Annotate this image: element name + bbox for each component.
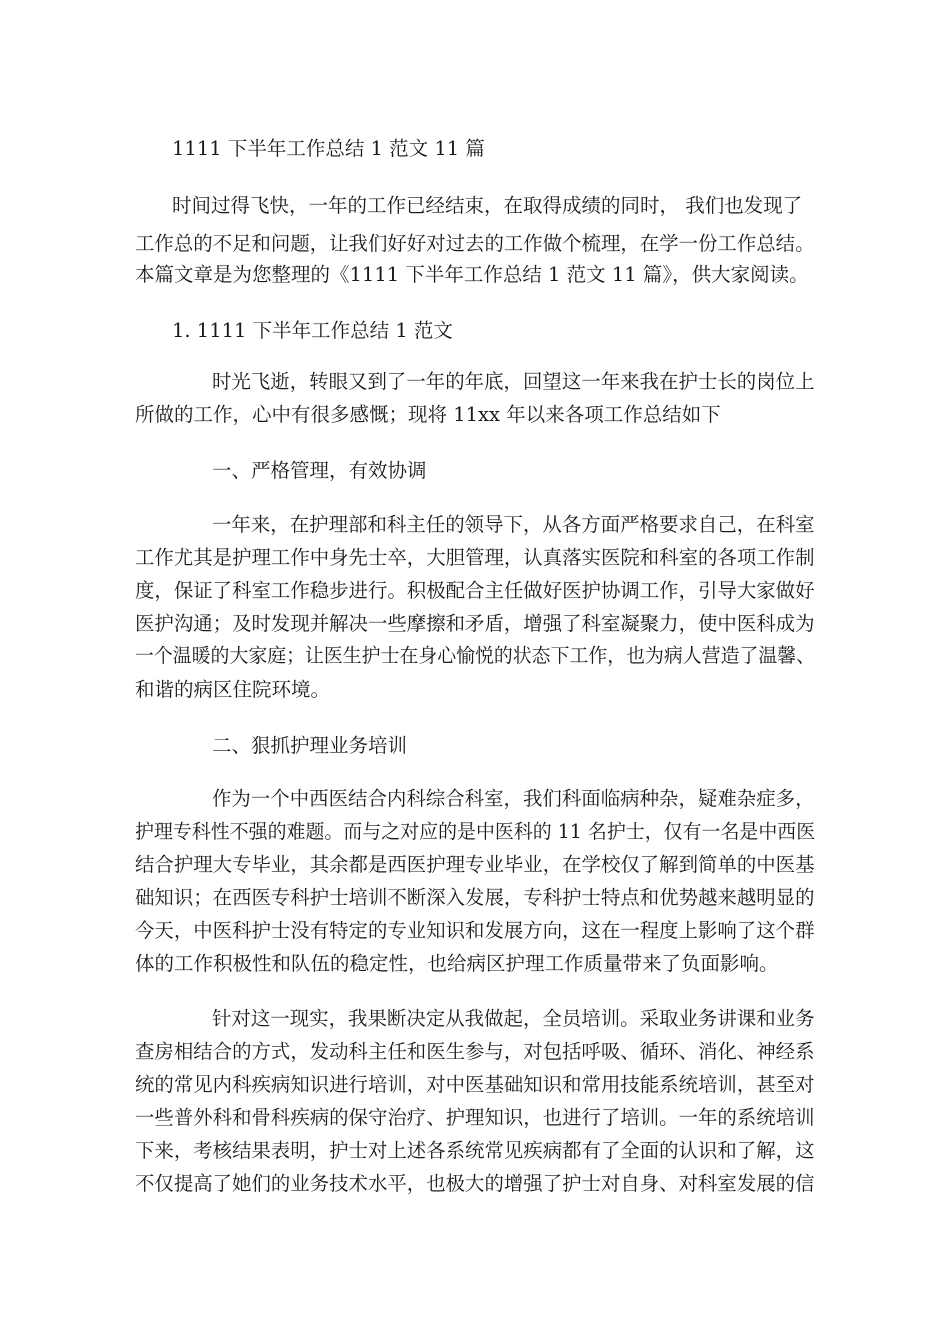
paragraph-line: 一些普外科和骨科疾病的保守治疗、护理知识，也进行了培训。一年的系统培训	[135, 1106, 815, 1129]
opening-line: 所做的工作，心中有很多感慨；现将 11xx 年以来各项工作总结如下	[135, 403, 721, 426]
paragraph-line: 今天，中医科护士没有特定的专业知识和发展方向，这在一程度上影响了这个群	[135, 919, 815, 942]
intro-line: 本篇文章是为您整理的《1111 下半年工作总结 1 范文 11 篇》，供大家阅读。	[135, 263, 809, 286]
paragraph-line: 医护沟通；及时发现并解决一些摩擦和矛盾，增强了科室凝聚力，使中医科成为	[135, 612, 815, 635]
paragraph-line: 和谐的病区住院环境。	[135, 678, 331, 701]
paragraph-line: 度，保证了科室工作稳步进行。积极配合主任做好医护协调工作，引导大家做好	[135, 579, 815, 602]
paragraph-line: 础知识；在西医专科护士培训不断深入发展，专科护士特点和优势越来越明显的	[135, 886, 815, 909]
paragraph-line: 查房相结合的方式，发动科主任和医生参与，对包括呼吸、循环、消化、神经系	[135, 1040, 815, 1063]
paragraph-line: 一年来，在护理部和科主任的领导下，从各方面严格要求自己，在科室	[212, 513, 815, 536]
paragraph-line: 下来，考核结果表明，护士对上述各系统常见疾病都有了全面的认识和了解，这	[135, 1139, 815, 1162]
paragraph-line: 体的工作积极性和队伍的稳定性，也给病区护理工作质量带来了负面影响。	[135, 952, 779, 975]
paragraph-line: 结合护理大专毕业，其余都是西医护理专业毕业，在学校仅了解到简单的中医基	[135, 853, 815, 876]
paragraph-line: 护理专科性不强的难题。而与之对应的是中医科的 11 名护士，仅有一名是中西医	[135, 820, 816, 843]
heading-strict-management: 一、严格管理，有效协调	[212, 459, 427, 482]
intro-line: 工作总的不足和问题，让我们好好对过去的工作做个梳理，在学一份工作总结。	[135, 232, 815, 255]
section-heading: 1. 1111 下半年工作总结 1 范文	[172, 319, 453, 342]
paragraph-line: 针对这一现实，我果断决定从我做起，全员培训。采取业务讲课和业务	[212, 1007, 815, 1030]
paragraph-line: 统的常见内科疾病知识进行培训，对中医基础知识和常用技能系统培训，甚至对	[135, 1073, 815, 1096]
paragraph-line: 不仅提高了她们的业务技术水平，也极大的增强了护士对自身、对科室发展的信	[135, 1172, 815, 1195]
heading-training: 二、狠抓护理业务培训	[212, 734, 408, 757]
opening-line: 时光飞逝，转眼又到了一年的年底，回望这一年来我在护士长的岗位上	[212, 370, 815, 393]
intro-line: 时间过得飞快，一年的工作已经结束，在取得成绩的同时， 我们也发现了	[172, 194, 803, 217]
paragraph-line: 工作尤其是护理工作中身先士卒，大胆管理，认真落实医院和科室的各项工作制	[135, 546, 815, 569]
document-title: 1111 下半年工作总结 1 范文 11 篇	[172, 137, 485, 160]
paragraph-line: 一个温暖的大家庭；让医生护士在身心愉悦的状态下工作，也为病人营造了温馨、	[135, 644, 816, 667]
paragraph-line: 作为一个中西医结合内科综合科室，我们科面临病种杂，疑难杂症多，	[212, 787, 815, 810]
